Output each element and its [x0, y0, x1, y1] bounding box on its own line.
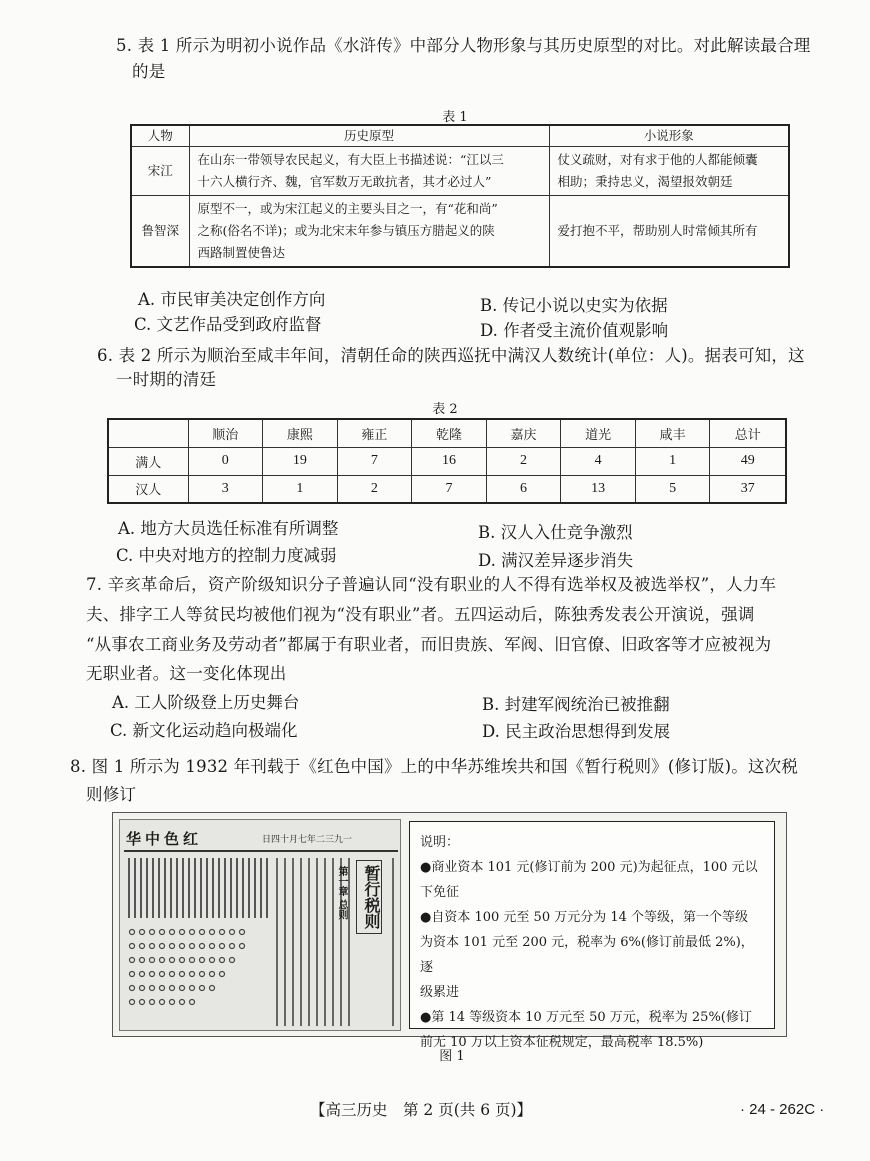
table2-row-label: 汉人 [108, 475, 188, 503]
table2-header: 顺治 [188, 419, 263, 447]
q6-stem-line1: 6. 表 2 所示为顺治至咸丰年间，清朝任命的陕西巡抚中满汉人数统计(单位：人)。据表可知，这 [97, 346, 805, 365]
table2-header: 道光 [561, 419, 636, 447]
figure1-note [409, 821, 775, 1050]
table1-history-line: 原型不一，或为宋江起义的主要头目之一，有“花和尚” [197, 201, 498, 216]
q7-option-b[interactable]: B. 封建军阀统治已被推翻 [482, 695, 670, 714]
page-footer: 【高三历史 第 2 页(共 6 页)】 [310, 1101, 533, 1119]
table2-header: 康熙 [263, 419, 338, 447]
q6-option-c[interactable]: C. 中央对地方的控制力度减弱 [116, 546, 337, 565]
table2-header: 嘉庆 [486, 419, 561, 447]
table1-history-line: 之称(俗名不详)；或为北宋末年参与镇压方腊起义的陕 [197, 223, 495, 238]
q7-stem-line1: 7. 辛亥革命后，资产阶级知识分子普遍认同“没有职业的人不得有选举权及被选举权”，人力车 [86, 575, 777, 594]
table2-header: 乾隆 [412, 419, 487, 447]
q7-stem-line3: “从事农工商业务及劳动者”都属于有职业者，而旧贵族、军阀、旧官僚、旧政客等才应被视为 [86, 635, 772, 654]
newspaper-date: 日四十月七年二三九一 [262, 835, 353, 845]
table1-novel-line: 相助；秉持忠义，渴望报效朝廷 [557, 174, 733, 189]
table1-header-row [131, 125, 789, 147]
table2-cell: 2 [337, 475, 412, 503]
table1-caption: 表 1 [442, 110, 468, 125]
q8-stem-line2: 则修订 [86, 785, 137, 804]
table2-row [108, 447, 786, 475]
table2-header: 咸丰 [635, 419, 710, 447]
q6-option-d[interactable]: D. 满汉差异逐步消失 [478, 551, 634, 570]
table2-header-row [108, 419, 786, 447]
table2-cell: 1 [635, 447, 710, 475]
q5-stem-line1: 5. 表 1 所示为明初小说作品《水浒传》中部分人物形象与其历史原型的对比。对此解读最合理 [116, 36, 811, 55]
table2-cell: 16 [412, 447, 487, 475]
newspaper-chapter: 第一章 总则 [336, 866, 347, 920]
table1-novel [549, 147, 789, 196]
table2-cell: 49 [710, 447, 786, 475]
table1-history-line: 十六人横行齐、魏，官军数万无敢抗者，其才必过人” [197, 174, 492, 189]
table2-header: 总计 [710, 419, 786, 447]
table2 [107, 418, 787, 504]
q6-option-a[interactable]: A. 地方大员选任标准有所调整 [118, 519, 339, 538]
table2-cell: 37 [710, 475, 786, 503]
table2-header: 雍正 [337, 419, 412, 447]
table2-cell: 0 [188, 447, 263, 475]
table2-cell: 6 [486, 475, 561, 503]
table1-history-line: 在山东一带领导农民起义，有大臣上书描述说：“江以三 [197, 152, 504, 167]
q7-option-c[interactable]: C. 新文化运动趋向极端化 [110, 721, 298, 740]
q6-option-b[interactable]: B. 汉人入仕竞争激烈 [478, 523, 633, 542]
q5-option-d[interactable]: D. 作者受主流价值观影响 [480, 321, 669, 340]
q5-stem-line2: 的是 [132, 62, 166, 81]
table1-novel-line: 爱打抱不平，帮助别人时常倾其所有 [557, 223, 758, 238]
table1-name: 宋江 [131, 147, 189, 196]
q7-stem-line4: 无职业者。这一变化体现出 [86, 664, 287, 683]
table2-cell: 3 [188, 475, 263, 503]
table2-cell: 4 [561, 447, 636, 475]
table1-novel-line: 仗义疏财，对有求于他的人都能倾囊 [557, 152, 758, 167]
note-line: 为资本 101 元至 200 元，税率为 6%(修订前最低 2%)，逐 [420, 935, 754, 975]
q5-option-a[interactable]: A. 市民审美决定创作方向 [138, 290, 326, 309]
newspaper-rule [124, 850, 398, 852]
table2-row [108, 475, 786, 503]
table1-header-person: 人物 [131, 125, 189, 147]
table1-history [189, 147, 549, 196]
newspaper-headline: 暂行税则 [356, 860, 382, 934]
table1-row [131, 147, 789, 196]
table2-cell: 2 [486, 447, 561, 475]
q7-option-d[interactable]: D. 民主政治思想得到发展 [482, 722, 671, 741]
table1-row [131, 196, 789, 268]
table2-corner [108, 419, 188, 447]
table1 [130, 124, 790, 268]
table2-cell: 5 [635, 475, 710, 503]
table2-cell: 7 [412, 475, 487, 503]
newspaper-image [119, 819, 401, 1031]
table1-history-line: 西路制置使鲁达 [197, 245, 286, 260]
note-title: 说明： [420, 835, 460, 850]
note-line: ●自资本 100 元至 50 万元分为 14 个等级，第一个等级 [420, 910, 749, 925]
note-line: 前无 10 万以上资本征税规定，最高税率 18.5%) [420, 1035, 704, 1050]
q7-stem-line2: 夫、排字工人等贫民均被他们视为“没有职业”者。五四运动后，陈独秀发表公开演说，强调 [86, 605, 755, 624]
note-line: ●商业资本 101 元(修订前为 200 元)为起征点，100 元以 [420, 860, 758, 875]
table1-history [189, 196, 549, 268]
table1-header-history: 历史原型 [189, 125, 549, 147]
q7-option-a[interactable]: A. 工人阶级登上历史舞台 [112, 693, 300, 712]
q6-stem-line2: 一时期的清廷 [116, 370, 217, 389]
table1-name: 鲁智深 [131, 196, 189, 268]
note-line: ●第 14 等级资本 10 万元至 50 万元，税率为 25%(修订 [420, 1010, 752, 1025]
figure1-caption: 图 1 [439, 1049, 465, 1064]
table2-cell: 1 [263, 475, 338, 503]
figure1 [112, 812, 787, 1050]
q5-option-c[interactable]: C. 文艺作品受到政府监督 [134, 315, 322, 334]
note-line: 级累进 [420, 985, 460, 1000]
note-line: 下免征 [420, 885, 460, 900]
table2-cell: 7 [337, 447, 412, 475]
table1-novel [549, 196, 789, 268]
table2-caption: 表 2 [432, 402, 458, 417]
q5-option-b[interactable]: B. 传记小说以史实为依据 [480, 296, 668, 315]
q8-stem-line1: 8. 图 1 所示为 1932 年刊载于《红色中国》上的中华苏维埃共和国《暂行税则》(修订版)。这次税 [70, 757, 799, 776]
table2-row-label: 满人 [108, 447, 188, 475]
table1-header-novel: 小说形象 [549, 125, 789, 147]
table2-cell: 13 [561, 475, 636, 503]
newspaper-masthead: 华中色红 [126, 830, 203, 848]
exam-code: · 24 - 262C · [740, 1101, 825, 1118]
table2-cell: 19 [263, 447, 338, 475]
